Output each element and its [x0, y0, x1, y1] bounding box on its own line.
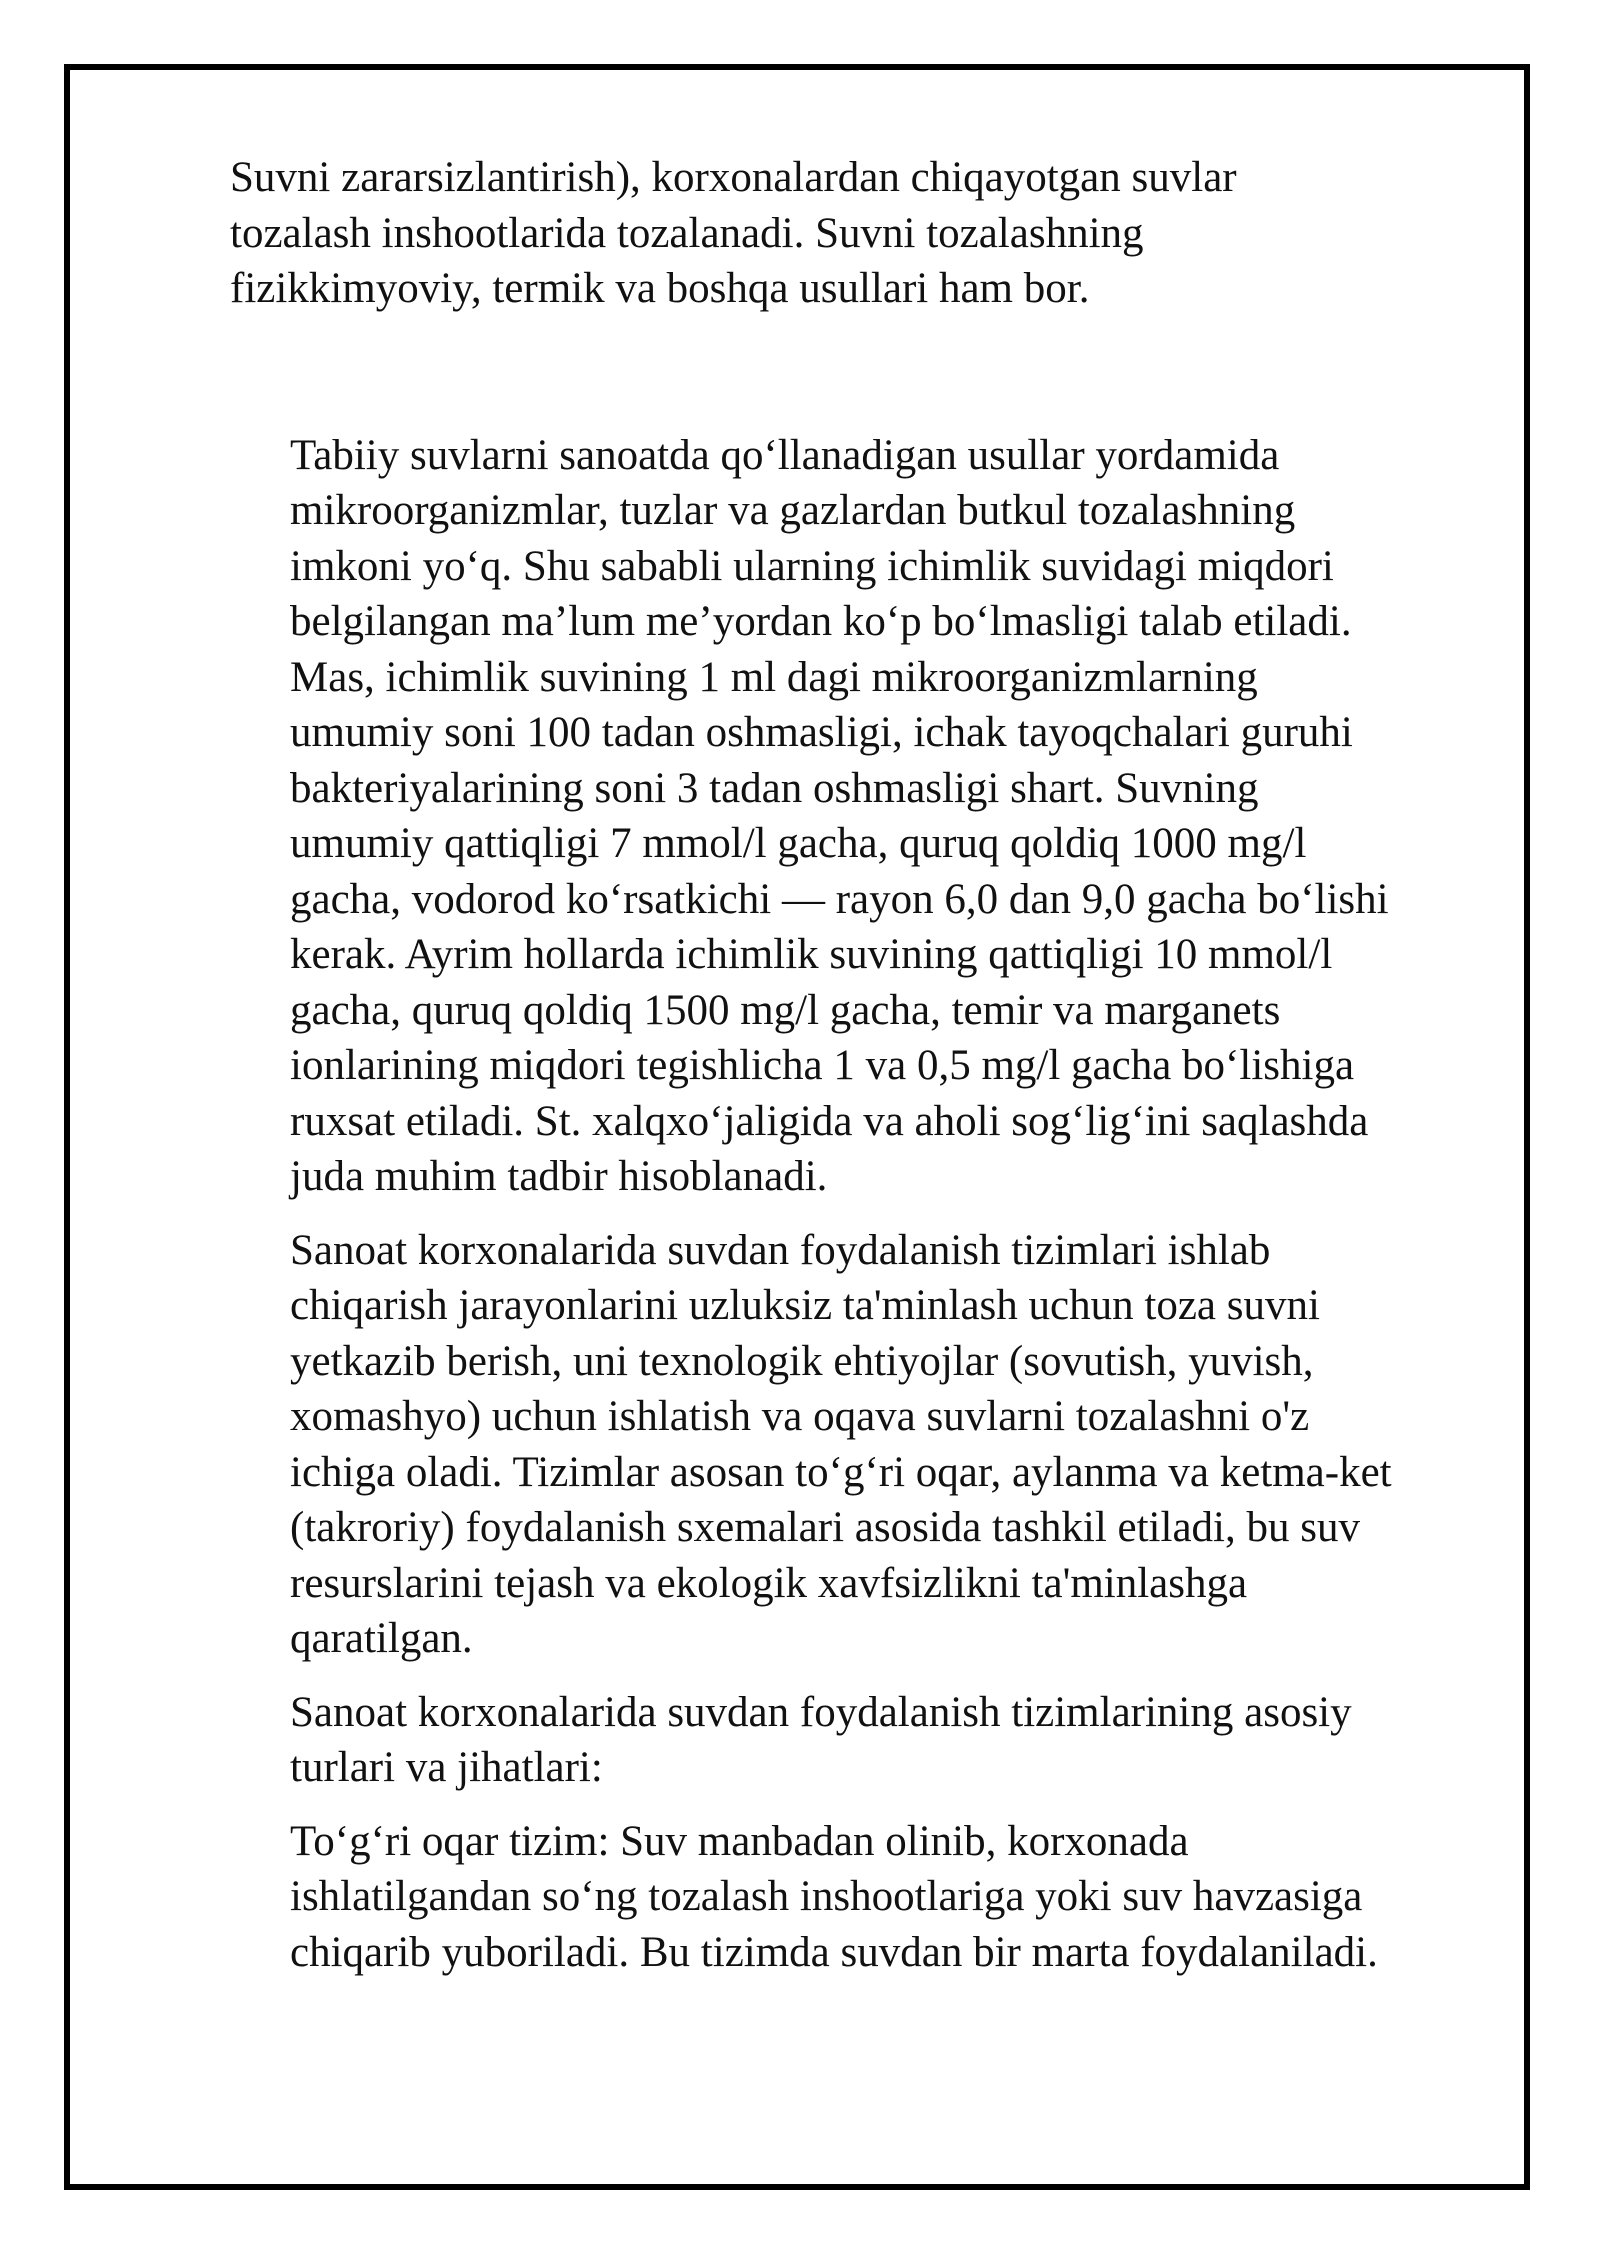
text-line: Mas, ichimlik suvining 1 ml dagi mikroorganizmlarning [290, 653, 1258, 701]
text-line: Tabiiy suvlarni sanoatda qo‘llanadigan usullar yordamida [290, 431, 1280, 479]
text-line: yetkazib berish, uni texnologik ehtiyojlar (sovutish, yuvish, [290, 1337, 1314, 1385]
text-line: kerak. Ayrim hollarda ichimlik suvining qattiqligi 10 mmol/l [290, 931, 1333, 978]
text-line: umumiy qattiqligi 7 mmol/l gacha, quruq qoldiq 1000 mg/l [290, 820, 1307, 867]
text-line: bakteriyalarining soni 3 tadan oshmasligi shart. Suvning [290, 764, 1259, 812]
text-line: chiqarish jarayonlarini uzluksiz ta'minlash uchun toza suvni [290, 1282, 1320, 1329]
text-line: belgilangan ma’lum me’yordan ko‘p bo‘lmasligi talab etiladi. [290, 598, 1352, 645]
paragraph-drinking-water-standards [230, 428, 1530, 1205]
text-line: imkoni yo‘q. Shu sababli ularning ichimlik suvidagi miqdori [290, 542, 1334, 590]
paragraph-system-types-heading [230, 1685, 1530, 1796]
paragraph-water-treatment-intro [230, 150, 1530, 317]
text-line: ruxsat etiladi. St. xalqxo‘jaligida va aholi sog‘lig‘ini saqlashda [290, 1097, 1369, 1145]
text-line: Sanoat korxonalarida suvdan foydalanish tizimlari ishlab [290, 1226, 1271, 1274]
text-line: Suvni zararsizlantirish), korxonalardan chiqayotgan suvlar [230, 154, 1237, 201]
text-line: chiqarib yuboriladi. Bu tizimda suvdan bir marta foydalaniladi. [290, 1928, 1378, 1976]
text-line: To‘g‘ri oqar tizim: Suv manbadan olinib, korxonada [290, 1817, 1189, 1865]
text-line: tozalash inshootlarida tozalanadi. Suvni tozalashning [230, 209, 1144, 257]
text-line: umumiy soni 100 tadan oshmasligi, ichak tayoqchalari guruhi [290, 709, 1353, 756]
text-line: gacha, vodorod ko‘rsatkichi — rayon 6,0 dan 9,0 gacha bo‘lishi [290, 875, 1389, 923]
text-line: ichiga oladi. Tizimlar asosan to‘g‘ri oqar, aylanma va ketma-ket [290, 1448, 1392, 1496]
text-line: (takroriy) foydalanish sxemalari asosida tashkil etiladi, bu suv [290, 1504, 1360, 1551]
text-line: resurslarini tejash va ekologik xavfsizlikni ta'minlashga [290, 1559, 1248, 1607]
text-line: mikroorganizmlar, tuzlar va gazlardan butkul tozalashning [290, 487, 1296, 534]
text-line: xomashyo) uchun ishlatish va oqava suvlarni tozalashni o'z [290, 1393, 1310, 1440]
text-line: juda muhim tadbir hisoblanadi. [290, 1153, 828, 1200]
paragraph-once-through-system [230, 1814, 1530, 1981]
text-line: fizikkimyoviy, termik va boshqa usullari ham bor. [230, 265, 1090, 312]
text-line: gacha, quruq qoldiq 1500 mg/l gacha, temir va marganets [290, 986, 1281, 1034]
text-line: ishlatilgandan so‘ng tozalash inshootlariga yoki suv havzasiga [290, 1873, 1363, 1920]
text-line: ionlarining miqdori tegishlicha 1 va 0,5 mg/l gacha bo‘lishiga [290, 1042, 1355, 1089]
paragraph-industrial-water-systems [230, 1223, 1530, 1667]
text-line: turlari va jihatlari: [290, 1744, 603, 1791]
text-line: qaratilgan. [290, 1615, 473, 1662]
text-line: Sanoat korxonalarida suvdan foydalanish tizimlarining asosiy [290, 1688, 1352, 1736]
document-body [230, 150, 1530, 1980]
